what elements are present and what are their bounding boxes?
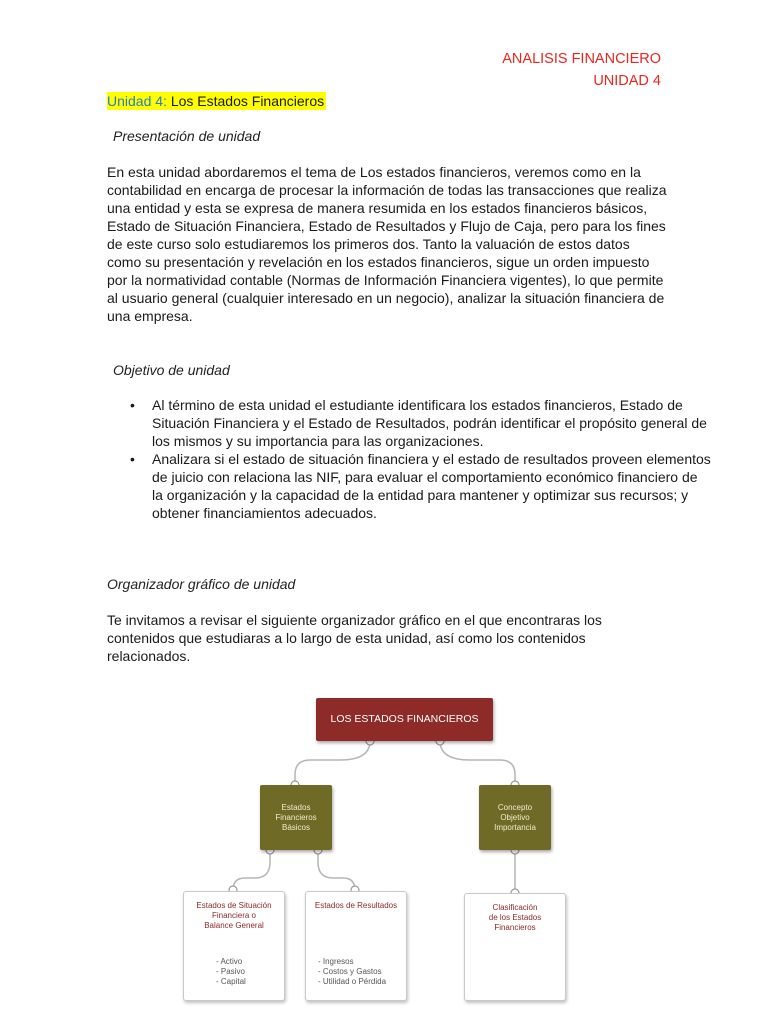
leaf-item: - Activo (216, 957, 243, 966)
leaf-title-line: Estados de Resultados (314, 901, 398, 910)
node-label: Financieros (275, 812, 317, 822)
bullet-icon: • (130, 397, 135, 413)
leaf-item: - Utilidad o Pérdida (318, 977, 387, 986)
node-concepto (479, 785, 551, 850)
leaf-title-line: Balance General (204, 921, 264, 930)
leaf-title (465, 894, 565, 933)
organizer-paragraph: Te invitamos a revisar el siguiente organizador gráfico en el que encontraras los contenidos que estudiaras a lo largo de esta unidad, así como los contenidos relacionados. (107, 612, 602, 664)
leaf-item: - Ingresos (318, 957, 354, 966)
leaf-title-line: Estados de Situación (196, 901, 272, 910)
objective-heading: Objetivo de unidad (113, 362, 230, 378)
node-label: Importancia (494, 822, 536, 832)
root-node: LOS ESTADOS FINANCIEROS (316, 698, 493, 741)
presentation-heading: Presentación de unidad (113, 128, 261, 144)
unit-title-text: Los Estados Financieros (166, 93, 325, 109)
leaf-title-line: Financiera o (211, 911, 257, 920)
unit-label: UNIDAD 4 (593, 73, 661, 89)
node-label: Básicos (281, 822, 310, 832)
organizer-heading: Organizador gráfico de unidad (107, 576, 296, 592)
leaf-estado-resultados (305, 891, 407, 1001)
leaf-title-line: Financieros (494, 923, 536, 932)
node-label: Objetivo (500, 812, 530, 822)
leaf-title (306, 892, 406, 911)
leaf-clasificacion (464, 893, 566, 1001)
leaf-items (318, 957, 386, 987)
leaf-item: - Capital (216, 977, 246, 986)
leaf-item: - Pasivo (216, 967, 245, 976)
leaf-title-line: Clasificación (492, 903, 538, 912)
node-label: Concepto (497, 802, 533, 812)
leaf-item: - Costos y Gastos (318, 967, 382, 976)
objective-text: Analizara si el estado de situación financiera y el estado de resultados proveen elementos de juicio con relaciona las NIF, para evaluar el comportamiento económico financiero de la organización y la capacidad de la entidad para mantener y optimizar sus recursos; y obtener financiamientos adecuados. (152, 451, 711, 521)
presentation-paragraph: En esta unidad abordaremos el tema de Los estados financieros, veremos como en la contabilidad en encarga de procesar la información de todas las transacciones que realiza una entidad y esta se expresa de manera resumida en los estados financieros básicos, Estado de Situación Financiera, Estado de Resultados y Flujo de Caja, pero para los fines de este curso solo estudiaremos los primeros dos. Tanto la valuación de estos datos como su presentación y revelación en los estados financieros, sigue un orden impuesto por la normatividad contable (Normas de Información Financiera vigentes), lo que permite al usuario general (cualquier interesado en un negocio), analizar la situación financiera de una empresa. (107, 164, 667, 324)
leaf-title-line: de los Estados (488, 913, 542, 922)
course-title: ANALISIS FINANCIERO (502, 51, 661, 67)
unit-prefix: Unidad 4: (107, 93, 167, 109)
node-estados-basicos (260, 785, 332, 850)
leaf-title (184, 892, 284, 931)
bullet-icon: • (130, 451, 135, 467)
leaf-items (216, 957, 246, 987)
leaf-situacion-financiera (183, 891, 285, 1001)
node-label: Estados (281, 802, 311, 812)
objective-text: Al término de esta unidad el estudiante identificara los estados financieros, Estado de Situación Financiera y el Estado de Resultados, podrán identificar el propósito general de los mismos y su importancia para las organizaciones. (152, 397, 707, 449)
